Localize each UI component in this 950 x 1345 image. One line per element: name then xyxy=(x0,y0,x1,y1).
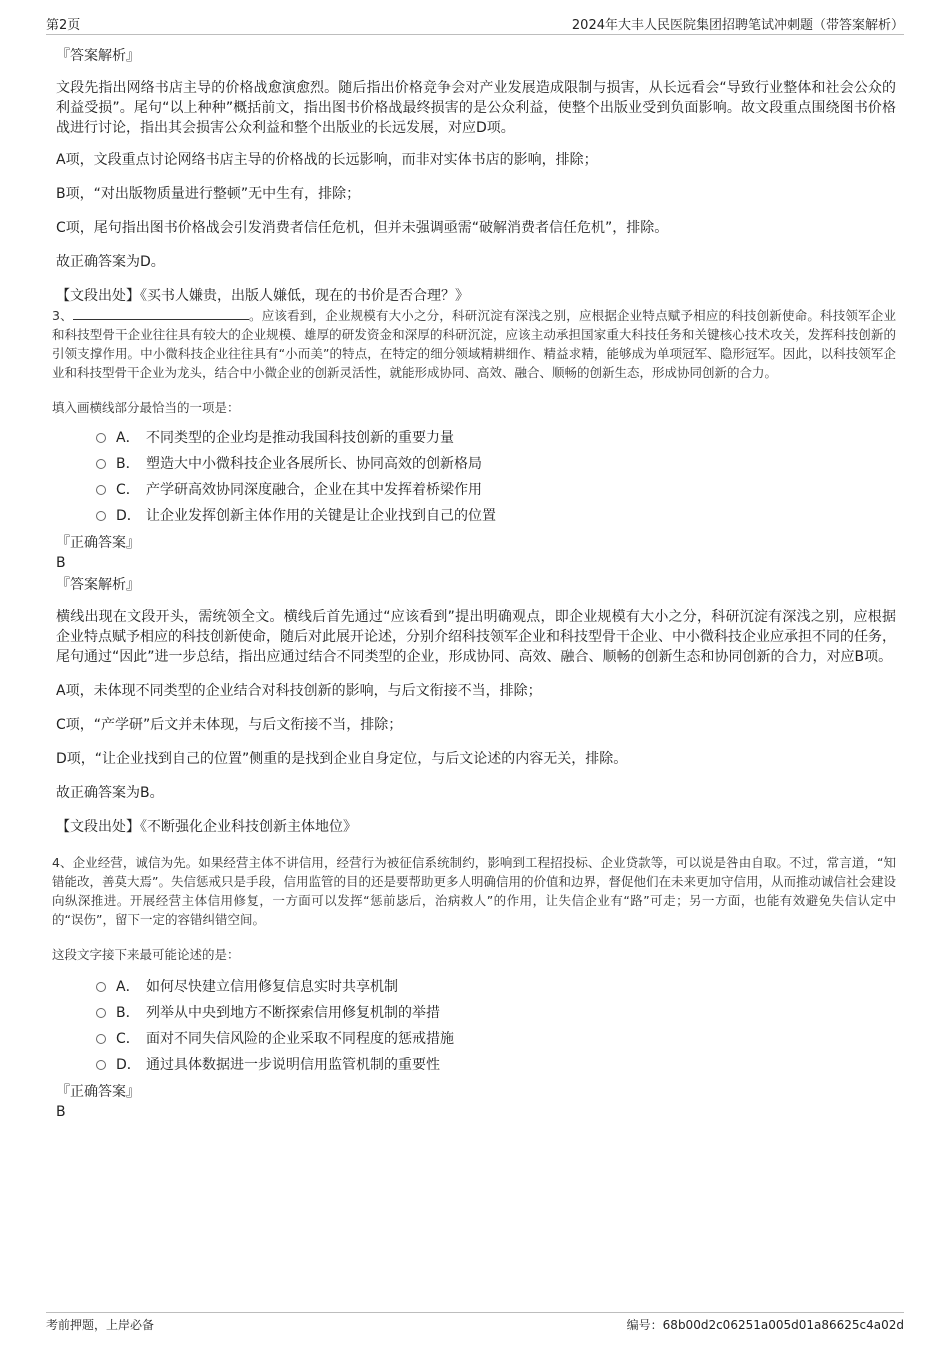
radio-icon[interactable] xyxy=(96,511,106,521)
page-content xyxy=(52,46,896,1122)
option-b[interactable] xyxy=(56,451,896,477)
option-a[interactable] xyxy=(56,974,896,1000)
analysis-paragraph: 文段先指出网络书店主导的价格战愈演愈烈。随后指出价格竞争会对产业发展造成限制与损害，从长远看会“导致行业整体和社会公众的利益受损”。尾句“以上种种”概括前文，指出图书价格战最终损害的是公众利益，使整个出版业受到负面影响。故文段重点围绕图书价格战进行讨论，指出其会损害公众利益和整个出版业的长远发展，对应D项。 xyxy=(56,80,896,136)
analysis-paragraph: A项，文段重点讨论网络书店主导的价格战的长远影响，而非对实体书店的影响，排除； xyxy=(56,152,598,168)
fill-blank-line xyxy=(73,307,249,320)
option-a[interactable] xyxy=(56,425,896,451)
option-letter: A． xyxy=(116,979,140,995)
option-text: 通过具体数据进一步说明信用监管机制的重要性 xyxy=(146,1057,440,1073)
question-3-options xyxy=(56,425,896,529)
option-c[interactable] xyxy=(56,1026,896,1052)
question-4-text: 4、企业经营，诚信为先。如果经营主体不讲信用，经营行为被征信系统制约，影响到工程招投标、企业贷款等，可以说是咎由自取。不过，常言道，“知错能改，善莫大焉”。失信惩戒只是手段，信用监管的目的还是要帮助更多人明确信用的价值和边界，督促他们在未来更加守信用，从而推动诚信社会建设向纵深推进。开展经营主体信用修复，一方面可以发挥“惩前毖后，治病救人”的作用，让失信企业有“路”可走；另一方面，也能有效避免失信认定中的“误伤”，留下一定的容错纠错空间。 xyxy=(52,855,896,927)
footer-slogan: 考前押题，上岸必备 xyxy=(46,1318,155,1332)
page-header xyxy=(46,14,904,35)
option-letter: A． xyxy=(116,430,140,446)
analysis-paragraph: B项，“对出版物质量进行整顿”无中生有，排除； xyxy=(56,186,361,202)
correct-answer-label: 『正确答案』 xyxy=(56,535,140,551)
correct-answer-label: 『正确答案』 xyxy=(56,1084,140,1100)
option-text: 产学研高效协同深度融合，企业在其中发挥着桥梁作用 xyxy=(146,482,482,498)
analysis-paragraph: A项，未体现不同类型的企业结合对科技创新的影响，与后文衔接不当，排除； xyxy=(56,683,542,699)
correct-answer: B xyxy=(56,555,66,571)
radio-icon[interactable] xyxy=(96,485,106,495)
page-footer xyxy=(46,1312,904,1335)
analysis-paragraph: 横线出现在文段开头，需统领全文。横线后首先通过“应该看到”提出明确观点，即企业规模有大小之分，科研沉淀有深浅之别，应根据企业特点赋予相应的科技创新使命，随后对此展开论述，分别介绍科技领军企业和科技型骨干企业、中小微科技企业应承担不同的任务，尾句通过“因此”进一步总结，指出应通过结合不同类型的企业，形成协同、高效、融合、顺畅的创新生态和协同创新的合力，对应B项。 xyxy=(56,609,896,665)
option-letter: D． xyxy=(116,508,141,524)
question-body: 。应该看到，企业规模有大小之分，科研沉淀有深浅之别，应根据企业特点赋予相应的科技创新使命。科技领军企业和科技型骨干企业往往具有较大的企业规模、雄厚的研发资金和深厚的科研沉淀，应该主动承担国家重大科技任务和关键核心技术攻关，发挥科技创新的引领支撑作用。中小微科技企业往往具有“小而美”的特点，在特定的细分领域精耕细作、精益求精，能够成为单项冠军、隐形冠军。因此，以科技领军企业和科技型骨干企业为龙头，结合中小微企业的创新灵活性，就能形成协同、高效、融合、顺畅的创新生态，形成协同创新的合力。 xyxy=(52,308,896,380)
analysis-paragraph: C项，“产学研”后文并未体现，与后文衔接不当，排除； xyxy=(56,717,403,733)
radio-icon[interactable] xyxy=(96,1060,106,1070)
option-letter: D． xyxy=(116,1057,141,1073)
option-text: 列举从中央到地方不断探索信用修复机制的举措 xyxy=(146,1005,440,1021)
source-citation: 【文段出处】《不断强化企业科技创新主体地位》 xyxy=(56,819,357,835)
question-3-text xyxy=(52,306,896,382)
option-text: 面对不同失信风险的企业采取不同程度的惩戒措施 xyxy=(146,1031,454,1047)
analysis-paragraph: C项，尾句指出图书价格战会引发消费者信任危机，但并未强调亟需“破解消费者信任危机”，排除。 xyxy=(56,220,669,236)
analysis-paragraph: D项，“让企业找到自己的位置”侧重的是找到企业自身定位，与后文论述的内容无关，排除。 xyxy=(56,751,628,767)
radio-icon[interactable] xyxy=(96,433,106,443)
option-d[interactable] xyxy=(56,503,896,529)
option-b[interactable] xyxy=(56,1000,896,1026)
radio-icon[interactable] xyxy=(96,459,106,469)
document-title: 2024年大丰人民医院集团招聘笔试冲刺题（带答案解析） xyxy=(571,18,904,33)
option-letter: B． xyxy=(116,1005,140,1021)
question-prompt: 填入画横线部分最恰当的一项是： xyxy=(52,400,240,415)
question-4-options xyxy=(56,974,896,1078)
document-id: 编号：68b00d2c06251a005d01a86625c4a02d xyxy=(626,1318,904,1332)
radio-icon[interactable] xyxy=(96,982,106,992)
option-letter: C． xyxy=(116,1031,140,1047)
source-citation: 【文段出处】《买书人嫌贵，出版人嫌低，现在的书价是否合理？》 xyxy=(56,288,469,304)
analysis-label: 『答案解析』 xyxy=(56,48,140,64)
option-letter: C． xyxy=(116,482,140,498)
question-prompt: 这段文字接下来最可能论述的是： xyxy=(52,947,240,962)
correct-answer: B xyxy=(56,1104,66,1120)
analysis-conclusion: 故正确答案为B。 xyxy=(56,785,164,801)
question-number: 3、 xyxy=(52,308,73,323)
analysis-conclusion: 故正确答案为D。 xyxy=(56,254,165,270)
option-text: 让企业发挥创新主体作用的关键是让企业找到自己的位置 xyxy=(146,508,496,524)
page-number: 第2页 xyxy=(46,18,81,33)
option-text: 不同类型的企业均是推动我国科技创新的重要力量 xyxy=(146,430,454,446)
radio-icon[interactable] xyxy=(96,1008,106,1018)
option-d[interactable] xyxy=(56,1052,896,1078)
option-text: 塑造大中小微科技企业各展所长、协同高效的创新格局 xyxy=(146,456,482,472)
option-c[interactable] xyxy=(56,477,896,503)
option-letter: B． xyxy=(116,456,140,472)
option-text: 如何尽快建立信用修复信息实时共享机制 xyxy=(146,979,398,995)
analysis-label: 『答案解析』 xyxy=(56,577,140,593)
radio-icon[interactable] xyxy=(96,1034,106,1044)
